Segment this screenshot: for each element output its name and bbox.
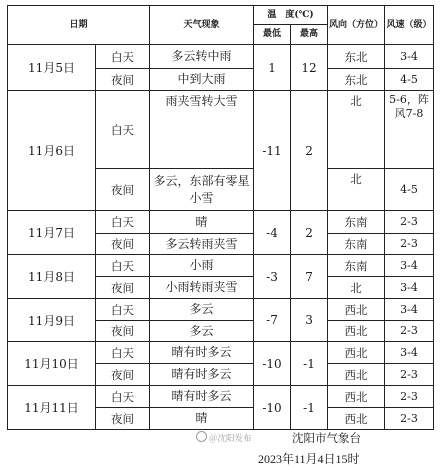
temp-low-cell: -10	[254, 342, 291, 386]
watermark	[196, 431, 252, 444]
period-day: 白天	[96, 91, 150, 169]
temp-high-cell: 7	[291, 255, 328, 299]
weather-cell: 多云转雨夹雪	[150, 234, 254, 255]
table-row	[8, 45, 434, 69]
header-temperature: 温 度(℃)	[254, 6, 328, 25]
table-row	[8, 342, 434, 364]
temp-high-cell: 12	[291, 45, 328, 91]
temp-high-cell: 3	[291, 299, 328, 342]
period-day: 白天	[96, 386, 150, 408]
wind-speed-cell: 3-4	[385, 45, 434, 69]
wind-direction-cell: 西北	[328, 299, 385, 321]
date-cell: 11月11日	[8, 386, 96, 430]
weather-cell: 多云，东部有零星小雪	[150, 169, 254, 211]
weather-cell: 晴	[150, 408, 254, 430]
wind-speed-cell: 5-6，阵风7-8	[385, 91, 434, 169]
weather-cell: 晴有时多云	[150, 342, 254, 364]
temp-high-cell: -1	[291, 342, 328, 386]
weather-cell: 晴有时多云	[150, 386, 254, 408]
table-row	[8, 255, 434, 277]
wind-speed-cell: 3-4	[385, 342, 434, 364]
header-weather: 天气现象	[150, 6, 254, 45]
wind-direction-cell: 西北	[328, 386, 385, 408]
issuing-office: 沈阳市气象台	[292, 433, 361, 445]
period-night: 夜间	[96, 277, 150, 299]
wind-direction-cell: 北	[328, 91, 385, 169]
date-cell: 11月8日	[8, 255, 96, 299]
forecast-table	[7, 5, 434, 430]
wind-direction-cell: 北	[328, 169, 385, 211]
temp-high-cell: -1	[291, 386, 328, 430]
wind-speed-cell: 2-3	[385, 364, 434, 386]
temp-low-cell: -11	[254, 91, 291, 211]
temp-low-cell: -3	[254, 255, 291, 299]
wind-direction-cell: 西北	[328, 408, 385, 430]
wind-speed-cell: 2-3	[385, 234, 434, 255]
date-cell: 11月7日	[8, 211, 96, 255]
wind-direction-cell: 东南	[328, 211, 385, 234]
period-day: 白天	[96, 45, 150, 69]
table-row	[8, 91, 434, 169]
weibo-icon	[196, 431, 207, 442]
wind-direction-cell: 西北	[328, 321, 385, 342]
weather-cell: 小雨转雨夹雪	[150, 277, 254, 299]
wind-speed-cell: 2-3	[385, 211, 434, 234]
issue-time: 2023年11月4日15时	[258, 452, 360, 466]
period-day: 白天	[96, 299, 150, 321]
temp-low-cell: -7	[254, 299, 291, 342]
wind-speed-cell: 3-4	[385, 299, 434, 321]
table-row	[8, 211, 434, 234]
wind-direction-cell: 北	[328, 277, 385, 299]
temp-high-cell: 2	[291, 211, 328, 255]
period-night: 夜间	[96, 234, 150, 255]
wind-speed-cell: 2-3	[385, 386, 434, 408]
weather-cell: 小雨	[150, 255, 254, 277]
period-day: 白天	[96, 211, 150, 234]
table-row	[8, 299, 434, 321]
temp-low-cell: -10	[254, 386, 291, 430]
weather-cell: 多云	[150, 321, 254, 342]
weather-cell: 雨夹雪转大雪	[150, 91, 254, 169]
header-wind-direction: 风向（方位）	[328, 6, 385, 45]
temp-high-cell: 2	[291, 91, 328, 211]
wind-direction-cell: 东南	[328, 255, 385, 277]
wind-speed-cell: 3-4	[385, 277, 434, 299]
weather-cell: 多云	[150, 299, 254, 321]
wind-speed-cell: 3-4	[385, 255, 434, 277]
wind-speed-cell: 2-3	[385, 321, 434, 342]
period-night: 夜间	[96, 169, 150, 211]
period-day: 白天	[96, 255, 150, 277]
wind-speed-cell: 4-5	[385, 69, 434, 91]
watermark-text: ＠沈阳发布	[209, 433, 252, 443]
wind-direction-cell: 西北	[328, 364, 385, 386]
weather-cell: 多云转中雨	[150, 45, 254, 69]
temp-low-cell: 1	[254, 45, 291, 91]
header-temp-low: 最低	[254, 25, 291, 45]
wind-direction-cell: 东南	[328, 234, 385, 255]
date-cell: 11月10日	[8, 342, 96, 386]
temp-low-cell: -4	[254, 211, 291, 255]
weather-cell: 晴	[150, 211, 254, 234]
period-day: 白天	[96, 342, 150, 364]
header-wind-speed: 风速（级）	[385, 6, 434, 45]
date-cell: 11月6日	[8, 91, 96, 211]
period-night: 夜间	[96, 69, 150, 91]
date-cell: 11月5日	[8, 45, 96, 91]
period-night: 夜间	[96, 321, 150, 342]
wind-direction-cell: 西北	[328, 342, 385, 364]
wind-direction-cell: 东北	[328, 45, 385, 69]
period-night: 夜间	[96, 408, 150, 430]
date-cell: 11月9日	[8, 299, 96, 342]
period-night: 夜间	[96, 364, 150, 386]
header-temp-high: 最高	[291, 25, 328, 45]
weather-cell: 中到大雨	[150, 69, 254, 91]
weather-cell: 晴有时多云	[150, 364, 254, 386]
header-date: 日期	[8, 6, 150, 45]
wind-direction-cell: 东北	[328, 69, 385, 91]
wind-speed-cell: 2-3	[385, 408, 434, 430]
wind-speed-cell: 4-5	[385, 169, 434, 211]
table-row	[8, 386, 434, 408]
